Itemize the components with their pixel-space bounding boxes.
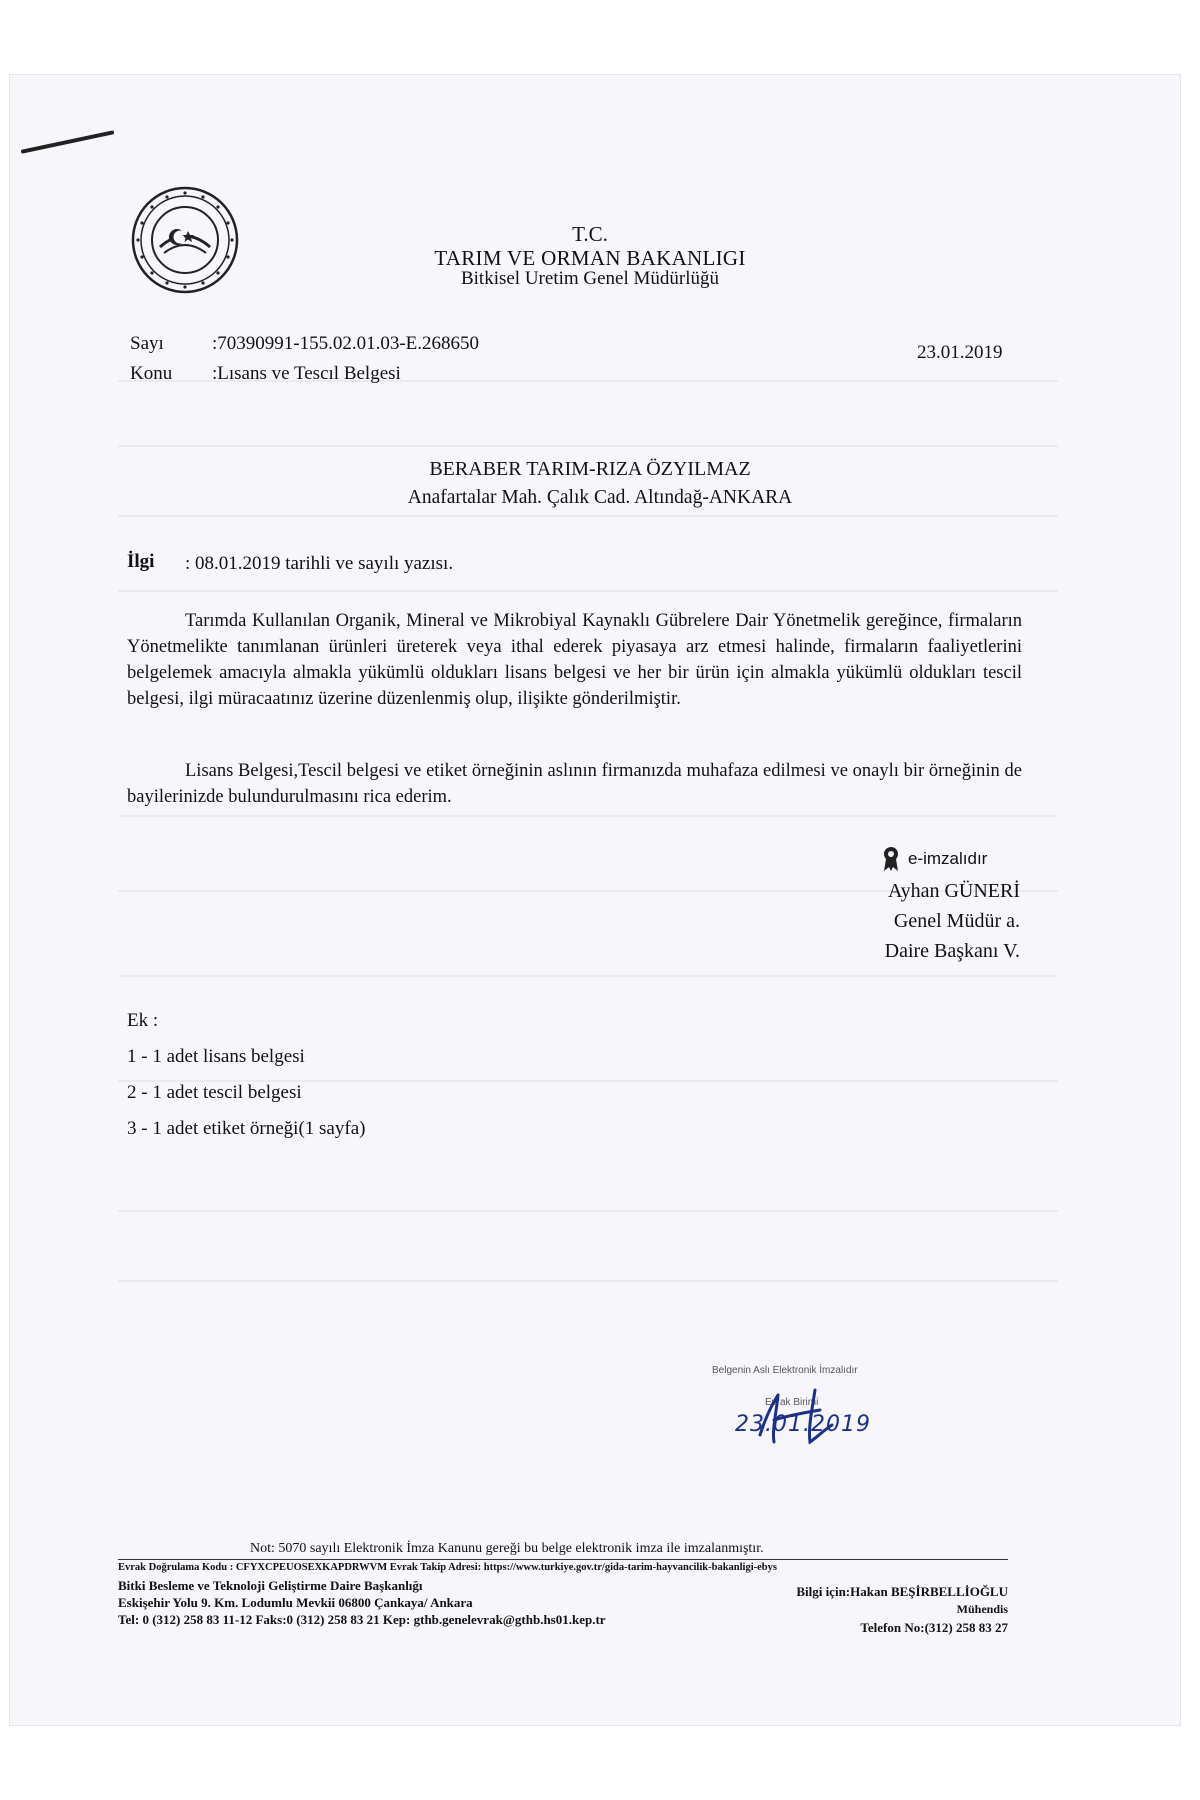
footer-phone: Telefon No:(312) 258 83 27 bbox=[860, 1620, 1008, 1635]
copy-stamp-unit: Evrak Birimi bbox=[765, 1397, 819, 1408]
konu-value: :Lısans ve Tescıl Belgesi bbox=[212, 363, 401, 384]
signatory-name: Ayhan GÜNERİ bbox=[887, 880, 1020, 902]
body-paragraph: Lisans Belgesi,Tescil belgesi ve etiket örneğinin aslının firmanızda muhafaza edilmesi ve onaylı bir örneğinin de bayilerinizde bulundurulmasını rica ederim. bbox=[127, 761, 1022, 807]
attachment-item: 3 - 1 adet etiket örneği(1 sayfa) bbox=[127, 1118, 366, 1139]
bleed-through-line bbox=[118, 590, 1058, 592]
handwritten-date: 23.01.2019 bbox=[735, 1412, 871, 1437]
e-signature-note: e-imzalıdır bbox=[908, 849, 988, 868]
recipient-name: BERABER TARIM-RIZA ÖZYILMAZ bbox=[429, 458, 751, 480]
signatory-title: Daire Başkanı V. bbox=[884, 940, 1020, 962]
bleed-through-line bbox=[118, 1280, 1058, 1282]
header-ministry: TARIM VE ORMAN BAKANLIGI bbox=[434, 246, 746, 270]
bleed-through-line bbox=[118, 975, 1058, 977]
header-state: T.C. bbox=[572, 222, 608, 246]
ilgi-label: İlgi bbox=[127, 551, 155, 572]
signatory-title: Genel Müdür a. bbox=[893, 910, 1020, 932]
bleed-through-line bbox=[118, 515, 1058, 517]
footer-divider bbox=[118, 1559, 1008, 1560]
document-date: 23.01.2019 bbox=[917, 342, 1003, 363]
ribbon-icon bbox=[882, 846, 900, 872]
copy-stamp-text: Belgenin Aslı Elektronik İmzalıdır bbox=[712, 1365, 858, 1376]
sayi-value: :70390991-155.02.01.03-E.268650 bbox=[212, 333, 480, 354]
bleed-through-line bbox=[118, 445, 1058, 447]
header-directorate: Bitkisel Uretim Genel Müdürlüğü bbox=[460, 268, 720, 289]
footer-info-title: Mühendis bbox=[956, 1602, 1008, 1616]
footer-address: Eskişehir Yolu 9. Km. Lodumlu Mevkii 06800 Çankaya/ Ankara bbox=[118, 1595, 473, 1610]
sayi-label: Sayı bbox=[130, 333, 164, 354]
body-paragraph: Tarımda Kullanılan Organik, Mineral ve Mikrobiyal Kaynaklı Gübrelere Dair Yönetmelik gereğince, firmaların Yönetmelikte tanımlanan ürünleri üreterek veya ithal ederek piyasaya arz etmesi halinde, firmaların faaliyetlerini belgelemek amacıyla almakla yükümlü oldukları lisans belgesi ve her bir ürün için almakla yükümlü oldukları tescil belgesi, ilgi müracaatınız üzerine düzenlenmiş olup, ilişikte gönderilmiştir. bbox=[127, 611, 1022, 709]
footer-contact: Tel: 0 (312) 258 83 11-12 Faks:0 (312) 258 83 21 Kep: gthb.genelevrak@gthb.hs01.kep.tr bbox=[118, 1612, 606, 1627]
konu-label: Konu bbox=[130, 363, 173, 384]
footer-note: Not: 5070 sayılı Elektronik İmza Kanunu gereği bu belge elektronik imza ile imzalanmıştır. bbox=[250, 1541, 764, 1556]
ilgi-value: : 08.01.2019 tarihli ve sayılı yazısı. bbox=[185, 553, 454, 574]
footer-department: Bitki Besleme ve Teknoloji Geliştirme Daire Başkanlığı bbox=[118, 1578, 423, 1593]
footer-info-contact: Bilgi için:Hakan BEŞİRBELLİOĞLU bbox=[796, 1584, 1008, 1599]
attachment-item: 2 - 1 adet tescil belgesi bbox=[127, 1082, 302, 1103]
bleed-through-line bbox=[118, 1210, 1058, 1212]
footer-verification: Evrak Doğrulama Kodu : CFYXCPEUOSEXKAPDRWVM Evrak Takip Adresi: https://www.turkiye.gov.tr/gida-tarim-hayvancilik-bakanligi-ebys bbox=[118, 1562, 777, 1573]
ministry-seal-icon bbox=[130, 185, 240, 295]
attachments-label: Ek : bbox=[127, 1010, 159, 1031]
attachment-item: 1 - 1 adet lisans belgesi bbox=[127, 1046, 305, 1067]
bleed-through-line bbox=[118, 815, 1058, 817]
recipient-address: Anafartalar Mah. Çalık Cad. Altındağ-ANKARA bbox=[407, 487, 793, 508]
